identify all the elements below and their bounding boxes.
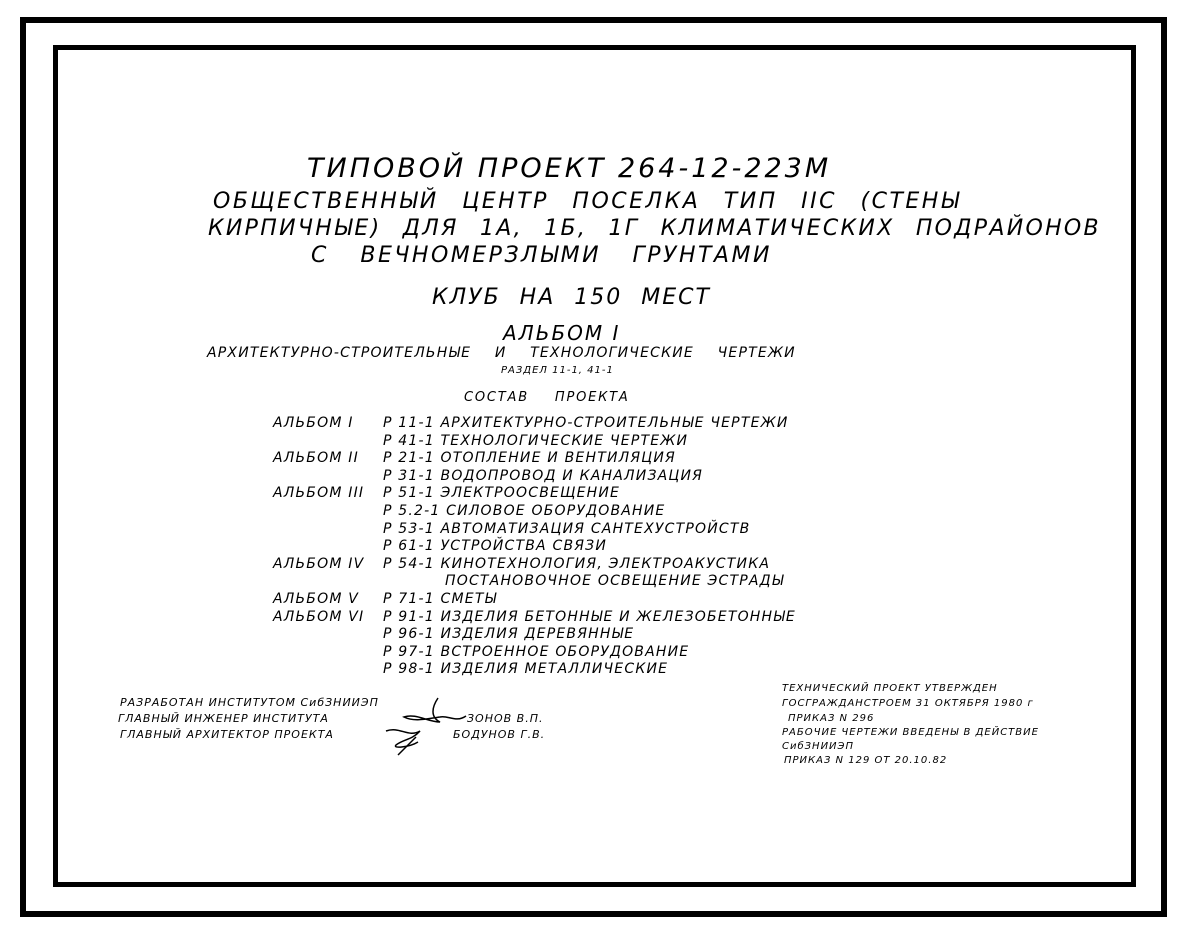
chief-engineer-name: ЗОНОВ В.П. <box>467 712 544 725</box>
contents-item: Р 41-1 ТЕХНОЛОГИЧЕСКИЕ ЧЕРТЕЖИ <box>383 432 689 449</box>
contents-item: Р 71-1 СМЕТЫ <box>383 591 498 607</box>
contents-item: Р 31-1 ВОДОПРОВОД И КАНАЛИЗАЦИЯ <box>383 467 704 484</box>
contents-item: Р 51-1 ЭЛЕКТРООСВЕЩЕНИЕ <box>383 485 621 502</box>
contents-item: Р 5.2-1 СИЛОВОЕ ОБОРУДОВАНИЕ <box>383 503 666 519</box>
contents-album: АЛЬБОМ VI <box>273 608 365 625</box>
contents-heading: СОСТАВ ПРОЕКТА <box>464 390 630 405</box>
project-name-line-3: С ВЕЧНОМЕРЗЛЫМИ ГРУНТАМИ <box>311 243 772 268</box>
contents-album: АЛЬБОМ IV <box>273 555 365 572</box>
developer-line-1: РАЗРАБОТАН ИНСТИТУТОМ СибЗНИИЭП <box>120 696 379 709</box>
approval-line-5: СибЗНИИЭП <box>782 741 855 752</box>
project-title: ТИПОВОЙ ПРОЕКТ 264-12-223М <box>307 153 832 184</box>
building-name: КЛУБ НА 150 МЕСТ <box>432 285 711 310</box>
signature-graphic <box>370 695 480 765</box>
contents-item: Р 98-1 ИЗДЕЛИЯ МЕТАЛЛИЧЕСКИЕ <box>383 661 669 678</box>
contents-album: АЛЬБОМ II <box>273 450 359 467</box>
approval-line-3: ПРИКАЗ N 296 <box>788 713 875 724</box>
chief-architect-name: БОДУНОВ Г.В. <box>453 728 546 741</box>
contents-album: АЛЬБОМ III <box>273 485 365 502</box>
album-title: АЛЬБОМ I <box>503 321 621 345</box>
contents-album: АЛЬБОМ V <box>273 591 360 607</box>
contents-item: Р 61-1 УСТРОЙСТВА СВЯЗИ <box>383 538 608 555</box>
contents-item: Р 97-1 ВСТРОЕННОЕ ОБОРУДОВАНИЕ <box>383 643 690 660</box>
contents-item: Р 53-1 АВТОМАТИЗАЦИЯ САНТЕХУСТРОЙСТВ <box>383 520 751 537</box>
developer-line-3: ГЛАВНЫЙ АРХИТЕКТОР ПРОЕКТА <box>120 728 334 741</box>
contents-album: АЛЬБОМ I <box>273 415 354 431</box>
approval-line-6: ПРИКАЗ N 129 ОТ 20.10.82 <box>784 755 948 766</box>
project-name-line-1: ОБЩЕСТВЕННЫЙ ЦЕНТР ПОСЕЛКА ТИП IIС (СТЕНЫ <box>213 189 962 214</box>
section-label: РАЗДЕЛ 11-1, 41-1 <box>501 365 614 376</box>
project-name-line-2: КИРПИЧНЫЕ) ДЛЯ 1А, 1Б, 1Г КЛИМАТИЧЕСКИХ ПОДРАЙОНОВ <box>208 216 1101 241</box>
approval-line-4: РАБОЧИЕ ЧЕРТЕЖИ ВВЕДЕНЫ В ДЕЙСТВИЕ <box>782 727 1039 738</box>
album-subtitle: АРХИТЕКТУРНО-СТРОИТЕЛЬНЫЕ И ТЕХНОЛОГИЧЕСКИЕ ЧЕРТЕЖИ <box>207 345 796 361</box>
contents-item: Р 11-1 АРХИТЕКТУРНО-СТРОИТЕЛЬНЫЕ ЧЕРТЕЖИ <box>383 415 789 431</box>
approval-line-2: ГОСГРАЖДАНСТРОЕМ 31 ОКТЯБРЯ 1980 г <box>782 698 1034 709</box>
contents-item: Р 96-1 ИЗДЕЛИЯ ДЕРЕВЯННЫЕ <box>383 626 635 643</box>
contents-item: Р 21-1 ОТОПЛЕНИЕ И ВЕНТИЛЯЦИЯ <box>383 450 676 467</box>
approval-line-1: ТЕХНИЧЕСКИЙ ПРОЕКТ УТВЕРЖДЕН <box>782 683 998 694</box>
contents-item: Р 91-1 ИЗДЕЛИЯ БЕТОННЫЕ И ЖЕЛЕЗОБЕТОННЫЕ <box>383 608 796 625</box>
contents-item: ПОСТАНОВОЧНОЕ ОСВЕЩЕНИЕ ЭСТРАДЫ <box>445 573 785 590</box>
contents-item: Р 54-1 КИНОТЕХНОЛОГИЯ, ЭЛЕКТРОАКУСТИКА <box>383 555 771 572</box>
developer-line-2: ГЛАВНЫЙ ИНЖЕНЕР ИНСТИТУТА <box>118 712 329 725</box>
